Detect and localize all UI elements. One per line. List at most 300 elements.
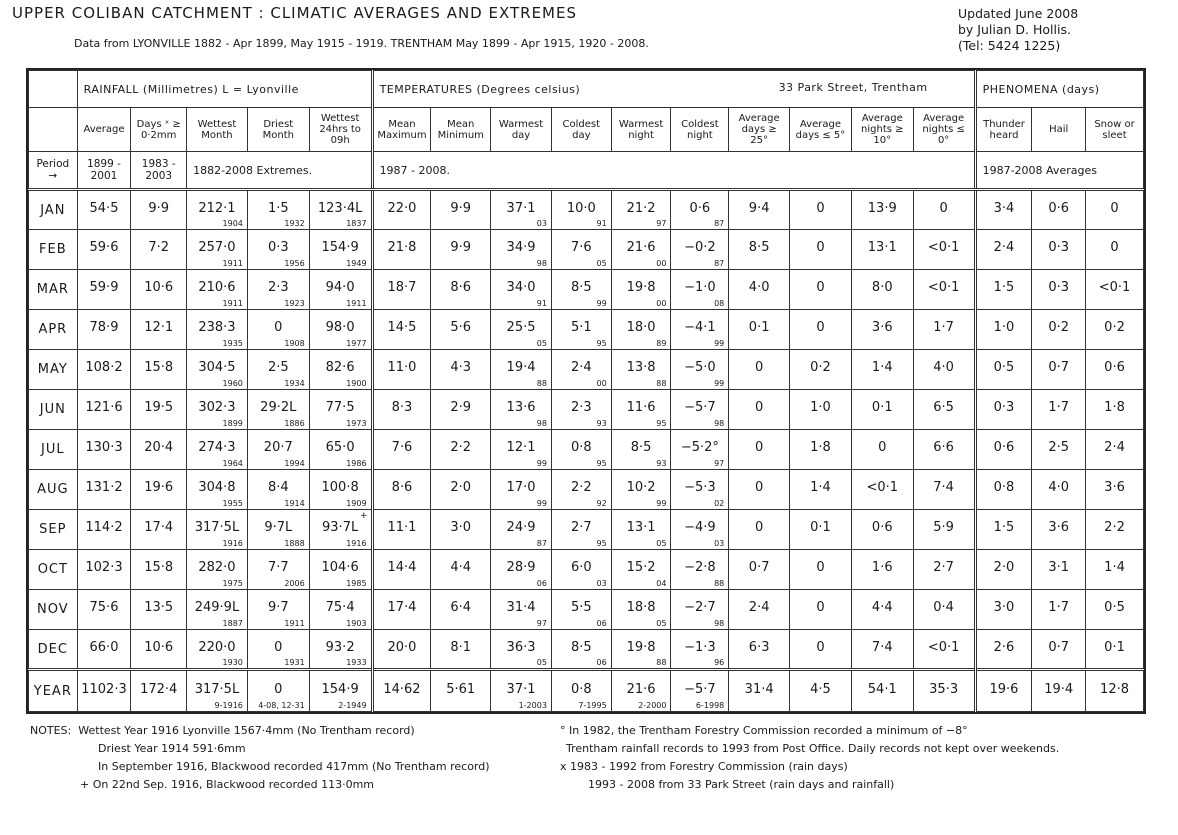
cell-value: 9·4 <box>748 200 770 216</box>
cell-value: 1·5 <box>993 520 1015 535</box>
cell-value: 210·6 <box>198 280 236 295</box>
cell-value: 304·8 <box>198 480 236 495</box>
cell-value: 17·4 <box>144 520 174 535</box>
cell-value: 10·6 <box>144 280 174 295</box>
cell-value: 121·6 <box>85 400 123 415</box>
cell-value: 1102·3 <box>81 681 127 697</box>
cell-year: 05 <box>656 539 667 548</box>
cell-average <box>77 390 131 430</box>
cell-value: 19·4 <box>1044 681 1074 697</box>
cell-value: 131·2 <box>85 480 123 495</box>
cell-wettest-month <box>187 430 248 470</box>
cell-coldest-day <box>551 270 611 310</box>
cell-thunder <box>975 510 1032 550</box>
cell-year: 88 <box>656 658 667 667</box>
cell-coldest-night <box>671 190 729 230</box>
cell-year: 1986 <box>346 459 367 468</box>
cell-value: 20·7 <box>263 440 293 455</box>
cell-value: 0·3 <box>1048 240 1070 255</box>
cell-value: 304·5 <box>198 360 236 375</box>
cell-avg-days-5 <box>790 190 852 230</box>
cell-days <box>131 230 187 270</box>
cell-avg-days-5 <box>790 510 852 550</box>
cell-value: 66·0 <box>89 639 119 655</box>
cell-wettest-24h <box>309 550 372 590</box>
cell-year: 99 <box>714 379 725 388</box>
cell-avg-days-25 <box>729 470 790 510</box>
cell-value: 21·6 <box>626 240 656 255</box>
cell-value: 0 <box>1110 200 1119 216</box>
cell-value: 130·3 <box>85 440 123 455</box>
cell-value: 0·1 <box>1104 639 1125 655</box>
cell-value: 4·0 <box>748 280 770 295</box>
cell-value: 0 <box>274 681 283 697</box>
cell-wettest-month <box>187 350 248 390</box>
cell-value: 59·9 <box>89 280 119 295</box>
cell-snow <box>1086 270 1144 310</box>
cell-value: 59·6 <box>89 240 119 255</box>
cell-year: 03 <box>536 219 547 228</box>
cell-value: 24·9 <box>506 520 536 535</box>
data-sources-subtitle: Data from LYONVILLE 1882 - Apr 1899, May 1915 - 1919. TRENTHAM May 1899 - Apr 1915, 1920 - 2008. <box>74 37 649 50</box>
cell-value: 7·2 <box>148 240 170 255</box>
cell-value: 0·6 <box>689 200 711 216</box>
cell-year: 00 <box>656 299 667 308</box>
cell-avg-days-5 <box>790 590 852 630</box>
cell-coldest-day <box>551 230 611 270</box>
notes-label: NOTES: <box>30 724 72 737</box>
cell-mean-min <box>431 630 491 670</box>
cell-value: 5·1 <box>570 320 592 335</box>
cell-value: 36·3 <box>506 639 536 655</box>
cell-year: 95 <box>596 339 607 348</box>
cell-value: 93·7L <box>322 520 359 535</box>
cell-coldest-night <box>671 670 729 712</box>
cell-avg-days-5 <box>790 270 852 310</box>
note-blackwood-sep: In September 1916, Blackwood recorded 417mm (No Trentham record) <box>98 760 490 773</box>
cell-value: 77·5 <box>325 400 355 415</box>
cell-value: 19·5 <box>144 400 174 415</box>
cell-year: 1887 <box>222 619 243 628</box>
cell-average <box>77 670 131 712</box>
cell-warmest-day <box>491 350 552 390</box>
month-row <box>29 430 1144 470</box>
cell-year: 9-1916 <box>214 701 243 710</box>
cell-snow <box>1086 590 1144 630</box>
col-average: Average <box>77 108 131 152</box>
cell-value: 9·7 <box>267 600 289 615</box>
cell-value: 2·2 <box>1104 520 1125 535</box>
cell-value: 9·7L <box>264 520 293 535</box>
cell-value: 14·4 <box>387 560 417 575</box>
cell-year: 1985 <box>346 579 367 588</box>
cell-value: 13·1 <box>867 240 897 255</box>
cell-avg-days-5 <box>790 670 852 712</box>
cell-wettest-24h <box>309 350 372 390</box>
location-label: 33 Park Street, Trentham <box>778 81 928 94</box>
cell-value: 1·7 <box>1048 600 1070 615</box>
month-row <box>29 310 1144 350</box>
cell-avg-nights-0 <box>913 310 975 350</box>
month-row <box>29 390 1144 430</box>
cell-value: 5·5 <box>570 600 592 615</box>
cell-year: 1914 <box>284 499 305 508</box>
cell-value: 5·6 <box>450 320 472 335</box>
cell-avg-days-25 <box>729 270 790 310</box>
cell-value: 3·0 <box>450 520 472 535</box>
cell-snow <box>1086 350 1144 390</box>
cell-year: 97 <box>656 219 667 228</box>
cell-hail <box>1032 670 1086 712</box>
cell-value: 0·8 <box>570 440 592 455</box>
cell-value: 317·5L <box>194 681 240 697</box>
cell-average <box>77 310 131 350</box>
cell-avg-nights-10 <box>851 310 913 350</box>
cell-avg-nights-0 <box>913 550 975 590</box>
cell-value: 6·6 <box>933 440 954 455</box>
col-avg-days-5: Average days ≤ 5° <box>790 108 852 152</box>
cell-value: 8·6 <box>391 480 413 495</box>
cell-value: 19·6 <box>989 681 1019 697</box>
cell-mean-min <box>431 670 491 712</box>
cell-wettest-month <box>187 190 248 230</box>
cell-value: 7·6 <box>391 440 413 455</box>
col-coldest-day: Coldest day <box>551 108 611 152</box>
cell-driest-month <box>247 350 309 390</box>
cell-thunder <box>975 190 1032 230</box>
cell-value: 317·5L <box>194 520 240 535</box>
cell-value: 238·3 <box>198 320 236 335</box>
cell-value: 10·2 <box>626 480 656 495</box>
cell-hail <box>1032 230 1086 270</box>
cell-value: 5·61 <box>446 681 476 697</box>
cell-year: 4-08, 12-31 <box>258 701 305 710</box>
cell-value: <0·1 <box>927 240 960 255</box>
cell-year: 91 <box>536 299 547 308</box>
cell-coldest-day <box>551 390 611 430</box>
cell-value: 212·1 <box>198 200 236 216</box>
cell-wettest-month <box>187 310 248 350</box>
cell-coldest-day <box>551 550 611 590</box>
cell-value: 0·2 <box>1048 320 1070 335</box>
month-label: FEB <box>29 230 78 270</box>
cell-value: 18·0 <box>626 320 656 335</box>
note-post-office: Trentham rainfall records to 1993 from Post Office. Daily records not kept over weekends. <box>566 742 1060 755</box>
cell-thunder <box>975 430 1032 470</box>
cell-year: 1931 <box>284 658 305 667</box>
period-phenomena: 1987-2008 Averages <box>975 152 1143 190</box>
cell-wettest-24h <box>309 470 372 510</box>
cell-value: 154·9 <box>321 681 359 697</box>
cell-value: 1·4 <box>1104 560 1125 575</box>
cell-value: 10·6 <box>144 639 174 655</box>
cell-value: 220·0 <box>198 639 236 655</box>
cell-days <box>131 670 187 712</box>
cell-days <box>131 270 187 310</box>
cell-value: 0 <box>755 400 764 415</box>
cell-value: 0·7 <box>748 560 770 575</box>
cell-driest-month <box>247 430 309 470</box>
cell-value: 8·5 <box>748 240 770 255</box>
cell-wettest-month <box>187 510 248 550</box>
cell-coldest-day <box>551 470 611 510</box>
cell-warmest-night <box>611 670 671 712</box>
cell-value: 82·6 <box>325 360 355 375</box>
cell-year: 92 <box>596 499 607 508</box>
cell-average <box>77 270 131 310</box>
cell-mean-max <box>372 630 431 670</box>
month-label: MAR <box>29 270 78 310</box>
month-row <box>29 350 1144 390</box>
cell-value: 18·8 <box>626 600 656 615</box>
cell-coldest-day <box>551 310 611 350</box>
cell-driest-month <box>247 230 309 270</box>
cell-value: 29·2L <box>260 400 297 415</box>
cell-days <box>131 630 187 670</box>
cell-value: 2·4 <box>748 600 770 615</box>
cell-value: 100·8 <box>321 480 359 495</box>
cell-year: 88 <box>536 379 547 388</box>
cell-value: 8·0 <box>871 280 893 295</box>
cell-value: 0 <box>816 200 825 216</box>
cell-value: 5·9 <box>933 520 954 535</box>
month-label: JUL <box>29 430 78 470</box>
cell-hail <box>1032 390 1086 430</box>
cell-year: 1911 <box>284 619 305 628</box>
cell-year: 05 <box>536 339 547 348</box>
cell-mean-max <box>372 470 431 510</box>
cell-snow <box>1086 190 1144 230</box>
cell-value: 302·3 <box>198 400 236 415</box>
cell-hail <box>1032 350 1086 390</box>
cell-value: 6·5 <box>933 400 954 415</box>
cell-year: 95 <box>596 459 607 468</box>
cell-mean-min <box>431 430 491 470</box>
cell-mean-max <box>372 590 431 630</box>
cell-year: 1964 <box>222 459 243 468</box>
cell-year: 6-1998 <box>695 701 725 710</box>
cell-year: 03 <box>596 579 607 588</box>
cell-year: 1886 <box>284 419 305 428</box>
cell-year: 1908 <box>284 339 305 348</box>
cell-average <box>77 590 131 630</box>
cell-wettest-month <box>187 390 248 430</box>
cell-year: 1973 <box>346 419 367 428</box>
cell-value: 0 <box>755 440 764 455</box>
cell-warmest-night <box>611 550 671 590</box>
cell-value: 1·5 <box>267 200 289 216</box>
col-snow: Snow or sleet <box>1086 108 1144 152</box>
cell-value: 35·3 <box>929 681 959 697</box>
cell-thunder <box>975 270 1032 310</box>
cell-value: 102·3 <box>85 560 123 575</box>
cell-mean-min <box>431 390 491 430</box>
col-warmest-day: Warmest day <box>491 108 552 152</box>
cell-days <box>131 590 187 630</box>
cell-value: 11·1 <box>387 520 417 535</box>
cell-avg-days-25 <box>729 390 790 430</box>
cell-value: 19·8 <box>626 639 656 655</box>
cell-mean-max <box>372 510 431 550</box>
cell-mean-min <box>431 550 491 590</box>
cell-avg-nights-10 <box>851 470 913 510</box>
cell-value: 0 <box>816 639 825 655</box>
cell-avg-days-5 <box>790 430 852 470</box>
cell-warmest-day <box>491 190 552 230</box>
cell-wettest-24h <box>309 630 372 670</box>
cell-year: 1900 <box>346 379 367 388</box>
cell-value: 0·2 <box>810 360 831 375</box>
cell-year: 87 <box>714 219 725 228</box>
cell-mean-min <box>431 230 491 270</box>
cell-value: 13·8 <box>626 360 656 375</box>
cell-value: 0·2 <box>1104 320 1125 335</box>
cell-year: 89 <box>656 339 667 348</box>
cell-year: 06 <box>536 579 547 588</box>
cell-snow <box>1086 630 1144 670</box>
col-avg-nights-10: Average nights ≥ 10° <box>851 108 913 152</box>
cell-thunder <box>975 550 1032 590</box>
cell-value: 154·9 <box>321 240 359 255</box>
cell-value: 2·9 <box>450 400 472 415</box>
cell-warmest-day <box>491 430 552 470</box>
cell-year: 03 <box>714 539 725 548</box>
cell-value: 22·0 <box>387 200 417 216</box>
cell-year: 95 <box>596 539 607 548</box>
cell-value: −1·0 <box>684 280 716 295</box>
cell-value: 0·3 <box>267 240 289 255</box>
cell-year: 1911 <box>222 259 243 268</box>
cell-value: 13·6 <box>506 400 536 415</box>
cell-year: 99 <box>536 499 547 508</box>
cell-value: 6·0 <box>570 560 592 575</box>
cell-coldest-night <box>671 310 729 350</box>
cell-average <box>77 550 131 590</box>
col-warmest-night: Warmest night <box>611 108 671 152</box>
cell-avg-days-5 <box>790 310 852 350</box>
cell-avg-nights-0 <box>913 590 975 630</box>
cell-average <box>77 350 131 390</box>
cell-value: 11·0 <box>387 360 417 375</box>
cell-year: 05 <box>656 619 667 628</box>
cell-mean-min <box>431 310 491 350</box>
cell-thunder <box>975 310 1032 350</box>
cell-year: 1960 <box>222 379 243 388</box>
cell-year: 1977 <box>346 339 367 348</box>
author-phone: (Tel: 5424 1225) <box>958 38 1061 53</box>
cell-warmest-day <box>491 310 552 350</box>
cell-snow <box>1086 510 1144 550</box>
cell-mean-max <box>372 670 431 712</box>
cell-avg-days-25 <box>729 230 790 270</box>
cell-mean-max <box>372 390 431 430</box>
cell-driest-month <box>247 510 309 550</box>
cell-avg-nights-10 <box>851 430 913 470</box>
cell-average <box>77 190 131 230</box>
cell-year: 04 <box>656 579 667 588</box>
cell-thunder <box>975 470 1032 510</box>
cell-avg-days-25 <box>729 590 790 630</box>
cell-year: 1956 <box>284 259 305 268</box>
footnote-flag: + <box>360 511 368 521</box>
cell-value: 9·9 <box>450 200 472 216</box>
cell-avg-days-25 <box>729 630 790 670</box>
cell-value: 0 <box>816 600 825 615</box>
cell-value: 78·9 <box>89 320 119 335</box>
col-mean-max: Mean Maximum <box>372 108 431 152</box>
cell-mean-max <box>372 230 431 270</box>
cell-coldest-day <box>551 350 611 390</box>
cell-driest-month <box>247 590 309 630</box>
cell-coldest-night <box>671 510 729 550</box>
cell-value: 0 <box>816 240 825 255</box>
cell-value: 1·0 <box>810 400 831 415</box>
cell-value: 7·4 <box>871 639 893 655</box>
cell-warmest-day <box>491 230 552 270</box>
cell-warmest-day <box>491 550 552 590</box>
cell-value: 0·8 <box>993 480 1015 495</box>
cell-value: 3·6 <box>1048 520 1070 535</box>
cell-mean-max <box>372 550 431 590</box>
month-row <box>29 190 1144 230</box>
cell-value: 20·4 <box>144 440 174 455</box>
cell-year: 1911 <box>346 299 367 308</box>
cell-value: 2·2 <box>570 480 592 495</box>
cell-value: 2·6 <box>993 639 1015 655</box>
notes-left <box>30 722 490 794</box>
cell-warmest-night <box>611 470 671 510</box>
cell-year: 2006 <box>284 579 305 588</box>
cell-year: 87 <box>536 539 547 548</box>
note-blackwood-22nd: + On 22nd Sep. 1916, Blackwood recorded 113·0mm <box>80 778 375 791</box>
cell-value: 0 <box>1110 240 1119 255</box>
cell-mean-min <box>431 590 491 630</box>
col-hail: Hail <box>1032 108 1086 152</box>
cell-value: 0·5 <box>993 360 1015 375</box>
cell-avg-days-5 <box>790 230 852 270</box>
cell-value: 282·0 <box>198 560 236 575</box>
cell-value: 7·7 <box>267 560 289 575</box>
cell-value: 0·6 <box>1048 200 1070 216</box>
cell-value: 0·8 <box>570 681 592 697</box>
month-label: SEP <box>29 510 78 550</box>
cell-avg-days-25 <box>729 350 790 390</box>
cell-warmest-night <box>611 430 671 470</box>
cell-snow <box>1086 550 1144 590</box>
cell-value: 108·2 <box>85 360 123 375</box>
cell-value: 13·1 <box>626 520 656 535</box>
section-temperatures <box>372 71 975 108</box>
cell-warmest-day <box>491 470 552 510</box>
cell-warmest-day <box>491 630 552 670</box>
note-raindays-park: 1993 - 2008 from 33 Park Street (rain days and rainfall) <box>588 778 895 791</box>
cell-value: 14·62 <box>383 681 421 697</box>
cell-year: 1934 <box>284 379 305 388</box>
month-label: JUN <box>29 390 78 430</box>
cell-value: 0 <box>816 320 825 335</box>
cell-value: 6·3 <box>748 639 770 655</box>
cell-days <box>131 390 187 430</box>
cell-wettest-24h <box>309 310 372 350</box>
cell-year: 05 <box>536 658 547 667</box>
cell-year: 91 <box>596 219 607 228</box>
cell-warmest-night <box>611 190 671 230</box>
cell-value: 2·0 <box>993 560 1015 575</box>
cell-year: 98 <box>714 419 725 428</box>
cell-warmest-night <box>611 590 671 630</box>
cell-snow <box>1086 310 1144 350</box>
cell-value: 2·3 <box>570 400 592 415</box>
